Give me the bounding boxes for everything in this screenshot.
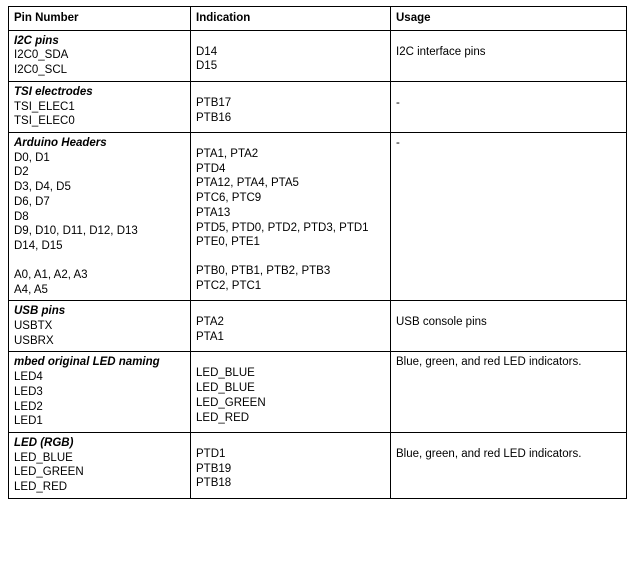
indication-value: PTB19 <box>196 462 232 475</box>
pin-group-label: mbed original LED naming <box>14 356 160 369</box>
table-header-row <box>9 7 627 31</box>
indication-value: PTA1 <box>196 330 224 343</box>
indication-spacer <box>196 355 386 366</box>
indication-spacer <box>196 136 386 147</box>
pin-name: USBTX <box>14 319 53 332</box>
usage-spacer <box>396 436 622 447</box>
pin-name: I2C0_SDA <box>14 49 69 62</box>
pin-name: LED1 <box>14 415 43 428</box>
usage-spacer <box>396 85 622 96</box>
pin-name: LED4 <box>14 371 43 384</box>
pin-name: USBRX <box>14 334 54 347</box>
indication-value: PTA13 <box>196 206 231 219</box>
cell-indication <box>191 81 391 132</box>
pin-name: D2 <box>14 166 29 179</box>
indication-value: D14 <box>196 45 218 58</box>
table-row <box>9 352 627 433</box>
pin-group-label: LED (RGB) <box>14 436 74 449</box>
table-row <box>9 30 627 81</box>
cell-pin-number <box>9 352 191 433</box>
indication-value: D15 <box>196 60 218 73</box>
cell-pin-number <box>9 30 191 81</box>
pin-name: TSI_ELEC1 <box>14 100 75 113</box>
column-header-indication: Indication <box>191 7 391 31</box>
table-row <box>9 81 627 132</box>
pin-group-label: USB pins <box>14 305 66 318</box>
cell-pin-number <box>9 133 191 301</box>
cell-indication <box>191 432 391 498</box>
pin-name: A4, A5 <box>14 283 48 296</box>
table-body <box>9 30 627 498</box>
cell-usage <box>391 81 627 132</box>
cell-usage <box>391 30 627 81</box>
cell-pin-number <box>9 432 191 498</box>
pin-name: D14, D15 <box>14 240 63 253</box>
cell-usage <box>391 133 627 301</box>
pin-name: LED2 <box>14 400 43 413</box>
cell-indication <box>191 352 391 433</box>
pin-group-label: I2C pins <box>14 34 59 47</box>
indication-value: PTD4 <box>196 162 226 175</box>
table-row <box>9 432 627 498</box>
indication-value: PTD1 <box>196 447 226 460</box>
pin-group-label: TSI electrodes <box>14 85 93 98</box>
pin-name: D0, D1 <box>14 151 50 164</box>
indication-value <box>196 250 386 264</box>
indication-value: LED_GREEN <box>196 396 266 409</box>
usage-text: Blue, green, and red LED indicators. <box>396 356 582 369</box>
cell-indication <box>191 301 391 352</box>
usage-text: Blue, green, and red LED indicators. <box>396 447 582 460</box>
indication-value: PTA2 <box>196 316 224 329</box>
indication-spacer <box>196 85 386 96</box>
usage-text: USB console pins <box>396 316 487 329</box>
pin-name: LED_BLUE <box>14 451 73 464</box>
pin-name: A0, A1, A2, A3 <box>14 268 88 281</box>
indication-spacer <box>196 304 386 315</box>
indication-spacer <box>196 34 386 45</box>
pin-name: D8 <box>14 210 29 223</box>
indication-value: PTE0, PTE1 <box>196 236 260 249</box>
cell-usage <box>391 301 627 352</box>
indication-value: PTD5, PTD0, PTD2, PTD3, PTD1 <box>196 221 369 234</box>
usage-spacer <box>396 304 622 315</box>
indication-spacer <box>196 436 386 447</box>
pin-name <box>14 254 186 268</box>
indication-value: PTB17 <box>196 96 232 109</box>
column-header-usage: Usage <box>391 7 627 31</box>
usage-text: - <box>396 96 400 109</box>
indication-value: PTC6, PTC9 <box>196 192 262 205</box>
column-header-pin-number: Pin Number <box>9 7 191 31</box>
cell-usage <box>391 432 627 498</box>
pin-group-label: Arduino Headers <box>14 137 107 150</box>
indication-value: LED_BLUE <box>196 367 255 380</box>
cell-pin-number <box>9 301 191 352</box>
indication-value: PTA12, PTA4, PTA5 <box>196 177 299 190</box>
pin-name: LED_GREEN <box>14 466 84 479</box>
cell-usage <box>391 352 627 433</box>
pin-name: D9, D10, D11, D12, D13 <box>14 225 138 238</box>
pin-name: LED_RED <box>14 481 68 494</box>
pin-name: D6, D7 <box>14 195 50 208</box>
pin-name: D3, D4, D5 <box>14 181 71 194</box>
cell-pin-number <box>9 81 191 132</box>
pin-name: LED3 <box>14 385 43 398</box>
indication-value: PTC2, PTC1 <box>196 279 262 292</box>
indication-value: PTB16 <box>196 111 232 124</box>
indication-value: LED_RED <box>196 411 250 424</box>
usage-spacer <box>396 34 622 45</box>
indication-value: PTB18 <box>196 477 232 490</box>
indication-value: PTB0, PTB1, PTB2, PTB3 <box>196 265 331 278</box>
indication-value: LED_BLUE <box>196 382 255 395</box>
usage-text: I2C interface pins <box>396 45 486 58</box>
pin-name: TSI_ELEC0 <box>14 115 75 128</box>
table-row <box>9 133 627 301</box>
cell-indication <box>191 30 391 81</box>
pin-name: I2C0_SCL <box>14 64 68 77</box>
pin-assignment-table <box>8 6 627 499</box>
indication-value: PTA1, PTA2 <box>196 148 259 161</box>
table-row <box>9 301 627 352</box>
usage-text: - <box>396 137 400 150</box>
cell-indication <box>191 133 391 301</box>
